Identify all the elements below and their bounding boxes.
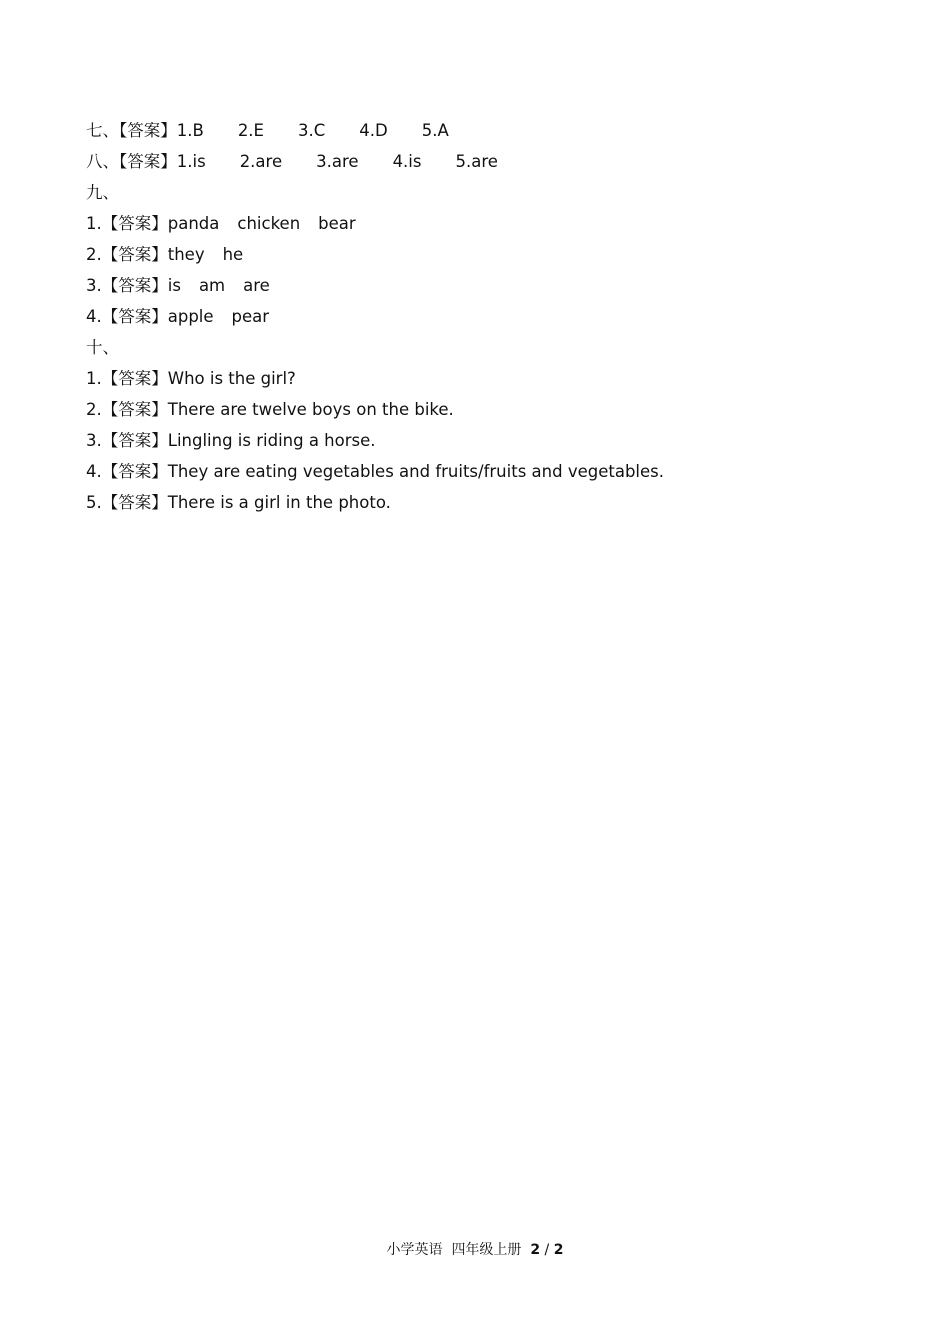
answer-item: 3.are (316, 152, 359, 171)
section-10-item-3 (86, 425, 886, 456)
page-footer (0, 1240, 950, 1260)
section-10-heading: 十、 (86, 338, 119, 357)
answer-word: apple (167, 307, 214, 326)
answer-item: 3.C (297, 121, 326, 140)
section-8-answers (86, 146, 886, 177)
answer-word: are (243, 276, 270, 295)
answer-word: they (167, 245, 205, 264)
section-9-item-2 (86, 239, 886, 270)
section-10-item-2 (86, 394, 886, 425)
page-number-current: 2 (530, 1242, 541, 1258)
item-number: 2. (86, 245, 102, 264)
section-9-item-1 (86, 208, 886, 239)
answer-sentence: Who is the girl? (167, 369, 296, 388)
answer-tag: 【答案】 (101, 245, 168, 264)
footer-subject: 小学英语 (386, 1242, 443, 1258)
answer-word: chicken (237, 214, 301, 233)
item-number: 5. (86, 493, 102, 512)
section-10-item-5 (86, 487, 886, 518)
item-number: 1. (86, 214, 102, 233)
item-number: 4. (86, 462, 102, 481)
section-heading: 八、 (86, 152, 119, 171)
page-number-separator: / (544, 1242, 550, 1258)
answer-sentence: There are twelve boys on the bike. (167, 400, 454, 419)
item-number: 3. (86, 276, 102, 295)
answer-word: am (198, 276, 226, 295)
answer-tag: 【答案】 (101, 493, 168, 512)
answer-item: 4.D (359, 121, 388, 140)
answer-item: 4.is (392, 152, 422, 171)
item-number: 4. (86, 307, 102, 326)
answer-tag: 【答案】 (101, 214, 168, 233)
section-9-item-4 (86, 301, 886, 332)
answer-word: is (167, 276, 181, 295)
answer-word: he (222, 245, 244, 264)
answer-tag: 【答案】 (119, 121, 177, 140)
answer-sentence: Lingling is riding a horse. (167, 431, 376, 450)
section-9-heading: 九、 (86, 183, 119, 202)
section-heading: 七、 (86, 121, 119, 140)
answer-tag: 【答案】 (101, 307, 168, 326)
section-10-item-4 (86, 456, 886, 487)
answer-item: 2.E (237, 121, 264, 140)
answer-sentence: There is a girl in the photo. (167, 493, 391, 512)
section-7-answers (86, 115, 886, 146)
answer-item: 5.A (421, 121, 449, 140)
answer-tag: 【答案】 (119, 152, 177, 171)
page-number-total: 2 (553, 1242, 564, 1258)
section-10-item-1 (86, 363, 886, 394)
answer-tag: 【答案】 (101, 400, 168, 419)
answer-word: panda (167, 214, 220, 233)
item-number: 2. (86, 400, 102, 419)
answer-word: bear (318, 214, 356, 233)
answer-item: 2.are (239, 152, 283, 171)
answer-sentence: They are eating vegetables and fruits/fruits and vegetables. (167, 462, 664, 481)
answer-item: 1.B (176, 121, 204, 140)
answer-item: 1.is (176, 152, 206, 171)
answer-tag: 【答案】 (101, 431, 168, 450)
answer-item: 5.are (455, 152, 498, 171)
answer-tag: 【答案】 (101, 462, 168, 481)
section-9-item-3 (86, 270, 886, 301)
answer-tag: 【答案】 (101, 369, 168, 388)
answer-word: pear (231, 307, 270, 326)
answer-key-content (86, 115, 886, 518)
item-number: 1. (86, 369, 102, 388)
answer-tag: 【答案】 (101, 276, 168, 295)
item-number: 3. (86, 431, 102, 450)
footer-grade: 四年级上册 (451, 1242, 522, 1258)
